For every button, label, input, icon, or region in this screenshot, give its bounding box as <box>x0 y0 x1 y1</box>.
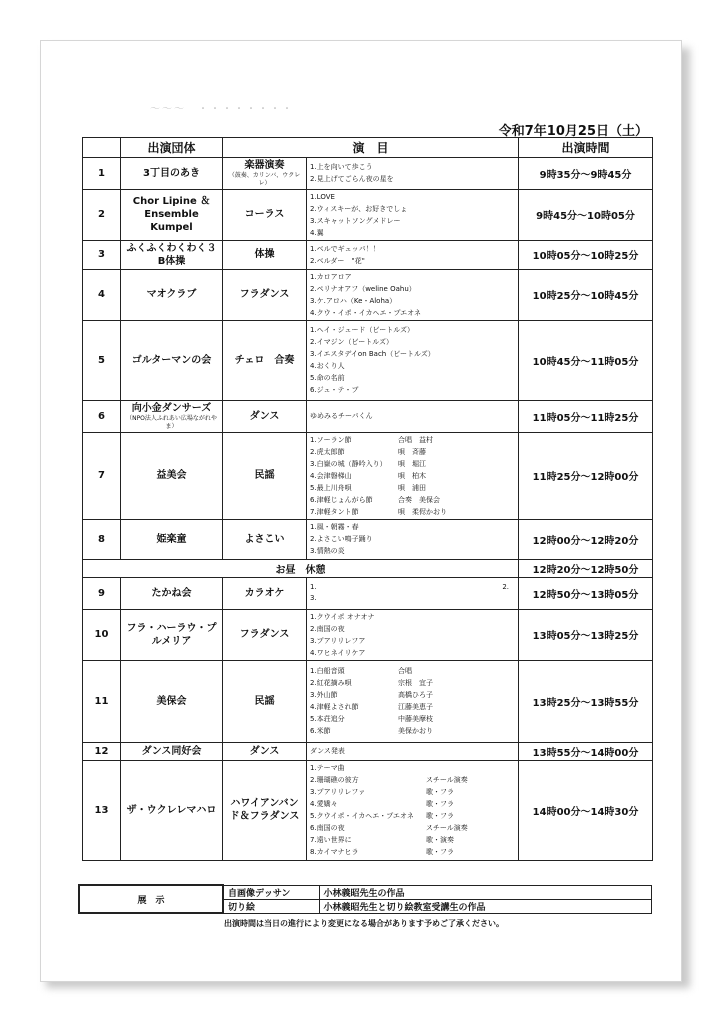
category-sub: （鼓奏、カリンバ、ウクレレ） <box>228 172 301 187</box>
group-name <box>121 742 223 760</box>
program-item <box>310 762 515 774</box>
group-name <box>121 158 223 190</box>
category-text: 楽器演奏 <box>244 160 285 171</box>
category-text: チェロ 合奏 <box>234 354 295 366</box>
performer: 唄 堀江 <box>398 459 426 468</box>
program-items <box>307 577 519 609</box>
program-items <box>307 320 519 400</box>
header-time: 出演時間 <box>519 138 653 158</box>
row-number: 8 <box>83 519 121 559</box>
faded-header-text: ～～～ ・・・・・・・・ <box>150 104 294 115</box>
program-row <box>83 660 653 742</box>
group-name-text: 益美会 <box>156 470 187 482</box>
category-text: フラダンス <box>239 289 290 301</box>
program-item <box>310 701 515 713</box>
group-name <box>121 240 223 269</box>
category <box>223 158 307 190</box>
group-name <box>121 660 223 742</box>
performer: 歌・フラ <box>426 800 454 809</box>
category-text: カラオケ <box>244 587 285 599</box>
group-name <box>121 189 223 240</box>
program-row <box>83 158 653 190</box>
program-row <box>83 240 653 269</box>
performance-time: 12時50分～13時05分 <box>519 577 653 609</box>
program-items <box>307 609 519 660</box>
performer: 江藤美恵子 <box>398 703 433 712</box>
program-item <box>310 677 515 689</box>
category-text: コーラス <box>244 209 285 221</box>
program-item <box>310 822 515 834</box>
row-number: 11 <box>83 660 121 742</box>
song-title: 8.カイマナヒラ <box>310 848 359 857</box>
song-title: 2.虎太郎節 <box>310 447 345 456</box>
song-title: 7.津軽タント節 <box>310 507 359 516</box>
song-title: 7.遠い世界に <box>310 836 352 845</box>
break-label: お昼 休憩 <box>83 559 519 577</box>
program-row <box>83 400 653 432</box>
program-item <box>310 482 515 494</box>
row-number: 9 <box>83 577 121 609</box>
program-item: 3.プアリリレフア <box>310 636 366 645</box>
row-number: 7 <box>83 432 121 519</box>
program-items <box>307 742 519 760</box>
group-sub: （NPO法人ふれあい広場ながれやま） <box>126 414 217 430</box>
category <box>223 189 307 240</box>
song-title: 1.ソーラン節 <box>310 435 352 444</box>
category <box>223 320 307 400</box>
song-title: 3.プアリリレファ <box>310 788 366 797</box>
program-row <box>83 320 653 400</box>
program-row <box>83 760 653 860</box>
program-row <box>83 609 653 660</box>
performance-time: 10時45分～11時05分 <box>519 320 653 400</box>
exhibition-table <box>78 884 652 914</box>
category <box>223 609 307 660</box>
performance-time: 13時55分～14時00分 <box>519 742 653 760</box>
row-number: 2 <box>83 189 121 240</box>
program-item: ダンス発表 <box>310 747 345 756</box>
group-name-text: Chor Lipine ＆ Ensemble Kumpel <box>132 196 211 234</box>
performance-time: 11時05分～11時25分 <box>519 400 653 432</box>
group-name-text: 姫楽童 <box>156 533 187 545</box>
performer: 唄 斉藤 <box>398 447 426 456</box>
program-item: 4.クウ・イポ・イカヘエ・プエオネ <box>310 308 422 317</box>
performance-time: 13時25分～13時55分 <box>519 660 653 742</box>
exhibition-label: 展 示 <box>79 885 223 913</box>
program-row <box>83 577 653 609</box>
group-name-text: ゴルターマンの会 <box>131 354 212 366</box>
program-item: 4.翼 <box>310 228 324 237</box>
performer: 中藤美摩枝 <box>398 715 433 724</box>
exhibition-type: 自画像デッサン <box>223 885 319 899</box>
program-item: 2.ベルダー "花" <box>310 256 365 265</box>
group-name-text: ザ・ウクレレマハロ <box>126 804 217 816</box>
category-text: ダンス <box>249 410 280 422</box>
program-item <box>310 470 515 482</box>
program-items <box>307 519 519 559</box>
row-number: 4 <box>83 269 121 320</box>
group-name <box>121 432 223 519</box>
song-title: 6.津軽じょんがら節 <box>310 495 373 504</box>
lunch-break-row <box>83 559 653 577</box>
performer: 唄 柏木 <box>398 471 426 480</box>
song-title: 1.テーマ曲 <box>310 764 345 773</box>
program-item: 3.スキャットソングメドレー <box>310 216 401 225</box>
song-title: 6.南国の夜 <box>310 824 345 833</box>
song-title: 2.珊瑚礁の彼方 <box>310 776 359 785</box>
category-text: ハワイアンバンド＆フラダンス <box>229 798 300 823</box>
performer: スチール演奏 <box>426 824 468 833</box>
category-text: フラダンス <box>239 629 290 641</box>
performer: 唄 浦田 <box>398 483 426 492</box>
row-number: 6 <box>83 400 121 432</box>
program-item <box>310 725 515 737</box>
category <box>223 760 307 860</box>
song-title: 2.紅花摘み唄 <box>310 679 352 688</box>
row-number: 5 <box>83 320 121 400</box>
program-item: 2.よさこい鳴子踊り <box>310 535 373 544</box>
program-item <box>310 786 515 798</box>
program-item <box>310 834 515 846</box>
performer: 唄 柔侭かおり <box>398 507 447 516</box>
song-title: 1.白船音頭 <box>310 667 345 676</box>
group-name-text: ダンス同好会 <box>141 745 202 757</box>
program-item: 1.クウイポ オナオナ <box>310 612 375 621</box>
song-title: 4.津軽よされ節 <box>310 703 359 712</box>
exhibition-row <box>79 885 652 899</box>
performer: スチール演奏 <box>426 776 468 785</box>
program-items <box>307 158 519 190</box>
program-item: 1.上を向いて歩こう <box>310 163 373 172</box>
schedule-notice: 出演時間は当日の進行により変更になる場合があります予めご了承ください。 <box>224 919 504 928</box>
performance-time: 9時45分～10時05分 <box>519 189 653 240</box>
program-item: 1. <box>310 583 317 592</box>
program-item: 3. <box>310 594 317 603</box>
group-name-text: マオクラブ <box>146 289 197 301</box>
row-number: 13 <box>83 760 121 860</box>
program-item: 4.おくり人 <box>310 362 345 371</box>
program-item <box>310 689 515 701</box>
category <box>223 577 307 609</box>
program-row <box>83 519 653 559</box>
program-items <box>307 432 519 519</box>
program-item <box>310 810 515 822</box>
performance-time: 10時25分～10時45分 <box>519 269 653 320</box>
performer: 歌・フラ <box>426 788 454 797</box>
program-item <box>310 458 515 470</box>
group-name <box>121 760 223 860</box>
program-item: 2.南国の夜 <box>310 624 345 633</box>
row-number: 3 <box>83 240 121 269</box>
performer: 合唱 益村 <box>398 435 433 444</box>
song-title: 5.最上川舟唄 <box>310 483 352 492</box>
program-item: 1.LOVE <box>310 192 335 201</box>
performance-time: 13時05分～13時25分 <box>519 609 653 660</box>
performance-time: 10時05分～10時25分 <box>519 240 653 269</box>
performer: 歌・フラ <box>426 812 454 821</box>
group-name-text: たかね会 <box>151 587 192 599</box>
category-text: 体操 <box>254 249 275 261</box>
performance-time: 11時25分～12時00分 <box>519 432 653 519</box>
category <box>223 742 307 760</box>
program-item: 5.命の名前 <box>310 374 345 383</box>
program-row <box>83 742 653 760</box>
program-item <box>310 434 515 446</box>
category <box>223 400 307 432</box>
program-item: 3.ケ.アロハ（Ke・Aloha） <box>310 296 397 305</box>
category-text: よさこい <box>244 533 285 545</box>
program-items <box>307 760 519 860</box>
category-text: 民謡 <box>254 470 275 482</box>
category <box>223 269 307 320</box>
program-item <box>310 506 515 518</box>
program-item: 6.ジュ・テ・ブ <box>310 386 359 395</box>
category-text: ダンス <box>249 745 280 757</box>
exhibition-desc: 小林義昭先生と切り絵教室受講生の作品 <box>319 899 652 913</box>
group-name-text: ふくふくわくわく３B体操 <box>126 242 217 267</box>
program-item: 1.風・朝霧・春 <box>310 523 359 532</box>
song-title: 4.愛嬌々 <box>310 800 338 809</box>
performer: 歌・フラ <box>426 848 454 857</box>
performance-time: 12時00分～12時20分 <box>519 519 653 559</box>
program-item: 2.ウィスキーが、お好きでしょ <box>310 204 408 213</box>
program-items <box>307 240 519 269</box>
program-item: 2.ペリナオアフ（weline Oahu） <box>310 284 416 293</box>
row-number: 1 <box>83 158 121 190</box>
performance-time: 9時35分～9時45分 <box>519 158 653 190</box>
group-name-text: 3丁目のあき <box>143 167 200 179</box>
exhibition-desc: 小林義昭先生の作品 <box>319 885 652 899</box>
group-name <box>121 400 223 432</box>
program-item: 3.イエスタデイon Bach（ビートルズ） <box>310 350 435 359</box>
program-items <box>307 400 519 432</box>
header-group: 出演団体 <box>121 138 223 158</box>
program-item <box>310 665 515 677</box>
group-name-text: フラ・ハーラウ・プルメリア <box>126 622 217 647</box>
program-item <box>310 494 515 506</box>
category <box>223 432 307 519</box>
song-title: 3.外山節 <box>310 691 338 700</box>
group-name <box>121 320 223 400</box>
row-number: 10 <box>83 609 121 660</box>
program-item: ゆめみるチーパくん <box>310 412 373 421</box>
break-time: 12時20分～12時50分 <box>519 559 653 577</box>
category <box>223 660 307 742</box>
row-number: 12 <box>83 742 121 760</box>
group-name-text: 向小金ダンサーズ <box>131 402 212 414</box>
performer: 美保かおり <box>398 727 433 736</box>
program-items <box>307 660 519 742</box>
performer: 合唱 <box>398 667 412 676</box>
program-item <box>310 846 515 858</box>
program-table <box>82 137 653 861</box>
program-item: 1.カロアロア <box>310 272 352 281</box>
program-row <box>83 189 653 240</box>
performer: 歌・演奏 <box>426 836 454 845</box>
event-date: 令和7年10月25日（土） <box>498 124 648 139</box>
group-name <box>121 577 223 609</box>
song-title: 5.クウイポ・イカヘエ・プエオネ <box>310 812 414 821</box>
group-name <box>121 519 223 559</box>
program-row <box>83 432 653 519</box>
program-items <box>307 189 519 240</box>
karaoke-list <box>310 581 515 605</box>
category <box>223 519 307 559</box>
exhibition-type: 切り絵 <box>223 899 319 913</box>
header-program: 演 目 <box>223 138 519 158</box>
group-name <box>121 269 223 320</box>
performer: 合奏 美保会 <box>398 495 440 504</box>
program-item <box>310 798 515 810</box>
performance-time: 14時00分～14時30分 <box>519 760 653 860</box>
program-item: 1.ヘイ・ジュード（ビートルズ） <box>310 326 415 335</box>
song-title: 4.会津磐梯山 <box>310 471 352 480</box>
song-title: 5.本荘追分 <box>310 715 345 724</box>
song-title: 3.白嶽の城（静吟入り） <box>310 459 387 468</box>
header-number <box>83 138 121 158</box>
category-text: 民謡 <box>254 695 275 707</box>
program-item: 2. <box>502 583 510 592</box>
performer: 高橋ひろ子 <box>398 691 433 700</box>
group-name-text: 美保会 <box>156 695 187 707</box>
program-item: 1.ベルでギュッパ！！ <box>310 244 380 253</box>
program-items <box>307 269 519 320</box>
program-item <box>310 774 515 786</box>
program-item: 4.ワヒネイリケア <box>310 648 366 657</box>
program-item: 2.イマジン（ビートルズ） <box>310 338 394 347</box>
program-row <box>83 269 653 320</box>
performer: 宗根 宜子 <box>398 679 433 688</box>
table-header-row <box>83 138 653 158</box>
program-item: 2.見上げてごらん夜の星を <box>310 175 394 184</box>
group-name <box>121 609 223 660</box>
program-item <box>310 713 515 725</box>
song-title: 6.米節 <box>310 727 331 736</box>
category <box>223 240 307 269</box>
program-item <box>310 446 515 458</box>
program-item: 3.情熱の炎 <box>310 547 345 556</box>
